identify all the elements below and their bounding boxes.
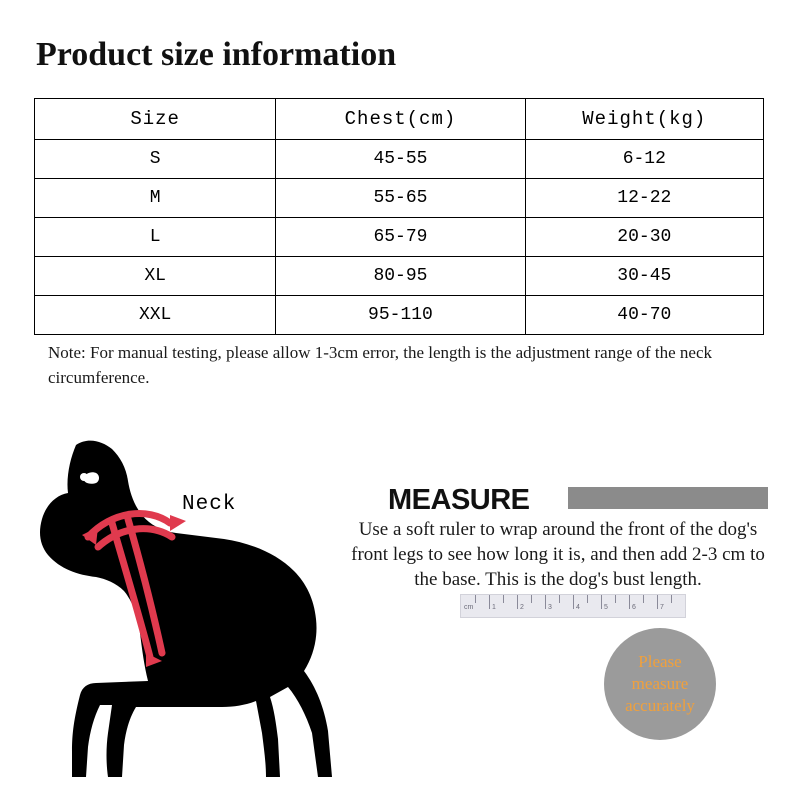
cell-weight: 20-30 bbox=[525, 218, 763, 257]
neck-label: Neck bbox=[182, 493, 237, 516]
ruler-tick-4: 4 bbox=[576, 604, 580, 611]
accuracy-badge bbox=[604, 628, 716, 740]
cell-size: S bbox=[35, 140, 276, 179]
cell-size: M bbox=[35, 179, 276, 218]
cell-weight: 30-45 bbox=[525, 257, 763, 296]
cell-size: XXL bbox=[35, 296, 276, 335]
measure-heading-bar bbox=[568, 487, 768, 509]
table-row bbox=[35, 218, 764, 257]
cell-size: XL bbox=[35, 257, 276, 296]
column-header-chest: Chest(cm) bbox=[276, 99, 525, 140]
table-row bbox=[35, 257, 764, 296]
ruler-tick-5: 5 bbox=[604, 604, 608, 611]
ruler-graphic bbox=[460, 594, 686, 618]
cell-chest: 55-65 bbox=[276, 179, 525, 218]
cell-weight: 6-12 bbox=[525, 140, 763, 179]
ruler-tick-6: 6 bbox=[632, 604, 636, 611]
accuracy-badge-line-2: measure bbox=[631, 674, 689, 693]
neck-arrow-icon bbox=[170, 515, 186, 531]
cell-chest: 80-95 bbox=[276, 257, 525, 296]
chest-label: Chest bbox=[174, 675, 243, 698]
column-header-weight: Weight(kg) bbox=[525, 99, 763, 140]
dog-illustration bbox=[20, 415, 400, 785]
table-row bbox=[35, 179, 764, 218]
measure-instructions: Use a soft ruler to wrap around the front of the dog's front legs to see how long it is, and then add 2-3 cm to the base. This is the dog's bust length. bbox=[351, 519, 765, 590]
accuracy-badge-line-1: Please bbox=[638, 652, 682, 671]
ruler-unit-label: cm bbox=[464, 604, 474, 611]
page-title: Product size information bbox=[36, 36, 397, 73]
table-row bbox=[35, 296, 764, 335]
ruler-tick-1: 1 bbox=[492, 604, 496, 611]
ruler-tick-3: 3 bbox=[548, 604, 552, 611]
column-header-size: Size bbox=[35, 99, 276, 140]
cell-weight: 12-22 bbox=[525, 179, 763, 218]
cell-chest: 65-79 bbox=[276, 218, 525, 257]
cell-chest: 95-110 bbox=[276, 296, 525, 335]
table-row bbox=[35, 140, 764, 179]
measurement-note: Note: For manual testing, please allow 1-3cm error, the length is the adjustment range of the neck circumference. bbox=[48, 343, 713, 387]
size-table bbox=[34, 98, 764, 335]
accuracy-badge-line-3: accurately bbox=[625, 696, 695, 715]
cell-size: L bbox=[35, 218, 276, 257]
ruler-tick-7: 7 bbox=[660, 604, 664, 611]
dog-eye bbox=[80, 473, 88, 481]
measure-heading: MEASURE bbox=[388, 484, 530, 516]
dog-silhouette-icon bbox=[20, 415, 400, 785]
ruler-tick-2: 2 bbox=[520, 604, 524, 611]
cell-weight: 40-70 bbox=[525, 296, 763, 335]
table-header-row bbox=[35, 99, 764, 140]
cell-chest: 45-55 bbox=[276, 140, 525, 179]
